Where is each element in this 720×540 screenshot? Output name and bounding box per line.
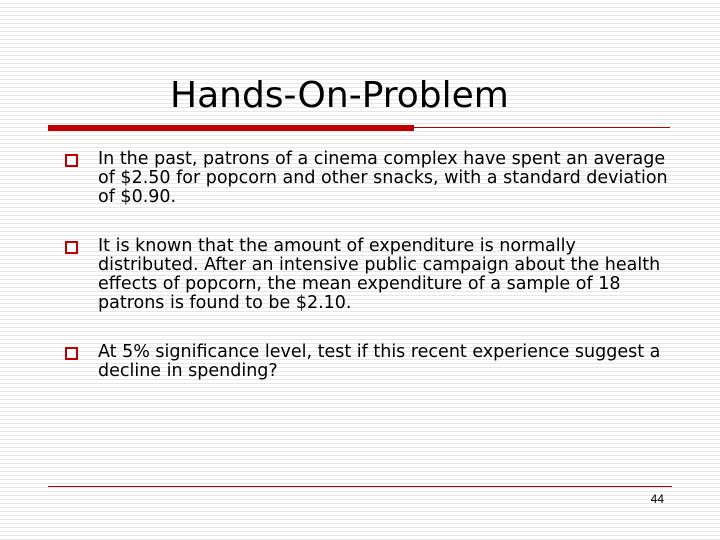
bullet-text: At 5% significance level, test if this recent experience suggest a decline in spending? (98, 342, 661, 381)
bullet-item (64, 237, 674, 313)
bullet-list (64, 150, 674, 411)
bullet-text: In the past, patrons of a cinema complex have spent an average of $2.50 for popcorn and other snacks, with a standard deviation of $0.90. (98, 149, 668, 207)
bullet-text: It is known that the amount of expenditure is normally distributed. After an intensive public campaign about the health effects of popcorn, the mean expenditure of a sample of 18 patrons is found to be $2.10. (98, 236, 661, 313)
title-underline-line (414, 127, 670, 128)
page-number: 44 (650, 492, 664, 506)
bullet-item (64, 343, 674, 381)
footer-divider (48, 486, 672, 487)
title-underline-bar (48, 125, 414, 131)
square-bullet-icon (65, 347, 78, 360)
square-bullet-icon (65, 241, 78, 254)
bullet-item (64, 150, 674, 207)
square-bullet-icon (65, 154, 78, 167)
slide-title: Hands-On-Problem (170, 75, 509, 116)
